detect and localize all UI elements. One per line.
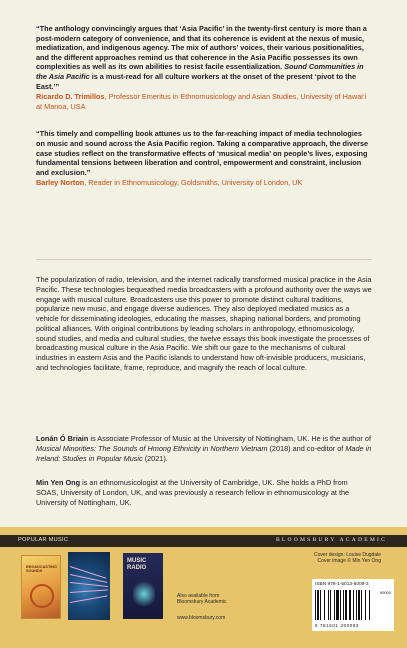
barcode-stripe [369, 590, 370, 620]
barcode-addon-code: 90000 [379, 590, 391, 595]
barcode-digits: 9 781501 360093 [315, 623, 360, 628]
barcode-stripe [358, 590, 360, 620]
endorsements [36, 24, 372, 188]
editor-bio-2-text: is an ethnomusicologist at the University of Cambridge, UK. She holds a PhD from SOAS, University of London, UK, and was previously a research fellow in ethnomusicology at the University of Nottingham, UK. [36, 478, 350, 507]
barcode-stripe [324, 590, 325, 620]
endorser-name-1: Ricardo D. Trimillos [36, 92, 105, 102]
cover-art-glow [133, 579, 155, 609]
barcode-stripe [328, 590, 329, 620]
editor-bio-1-text-2: (2018) and co-editor of [267, 443, 346, 453]
barcode-stripe [353, 590, 354, 620]
barcode-stripe [361, 590, 362, 620]
barcode-stripe [336, 590, 339, 620]
editor-name-2: Min Yen Ong [36, 478, 81, 487]
barcode-block [312, 579, 394, 631]
editor-bio-1-text: is Associate Professor of Music at the University of Nottingham, UK. He is the author of [88, 434, 371, 443]
editor-bio-1 [36, 434, 372, 463]
cover-image-credit: Cover image © Min Yen Ong [317, 558, 381, 564]
cover-art-streak [70, 582, 108, 587]
barcode-stripe [330, 590, 332, 620]
series-banner [0, 535, 407, 547]
barcode-stripe [365, 590, 366, 620]
publisher-name: BLOOMSBURY ACADEMIC [275, 537, 387, 543]
editor-bio-1-text-3: (2021). [142, 453, 168, 463]
endorsement-quote-1 [36, 24, 372, 91]
quote-1-text-end: is a must-read for all culture workers at the onset of the present ‘pivot to the East.’” [36, 71, 357, 91]
endorser-affiliation-2: , Reader in Ethnomusicology, Goldsmiths, University of London, UK [84, 178, 303, 188]
cover-art-ring [30, 584, 54, 608]
cover-art-streak [70, 595, 108, 603]
editor-name-1: Lonán Ó Briain [36, 434, 89, 443]
barcode-stripe [334, 590, 335, 620]
endorsement-attribution-2 [36, 178, 372, 188]
cover-art-streak [70, 589, 108, 593]
quote-1-text: “The anthology convincingly argues that ‘Asia Pacific’ in the twenty-first century is more than a post-modern category of convenience, and that its coherence is evident at the nexus of music, mediatization, and indigenous agency. The mix of authors’ voices, their various positionalities, and the different approaches remind us that coherence in the Asia Pacific possesses its own complexities as well as its own abilities to resist facile essentialization. [36, 24, 367, 72]
barcode-stripe [343, 590, 344, 620]
endorsement-quote-2: “This timely and compelling book attunes us to the far-reaching impact of media technologies on music and sound across the Asia Pacific region. Taking a comparative approach, the diverse case studies reflect on the transformative effects of ‘musical media’ on people’s lives, exposing fundamental tensions between liberation and control, empowerment and constraint, inclusion and exclusion.” [36, 129, 369, 177]
book-description: The popularization of radio, television, and the internet radically transformed musical practice in the Asia Pacific. These technologies bequeathed media broadcasters with a profound authority over the ways we engage with musical culture. Broadcasters use this power to promote distinct cultural traditions, popularize new music, and engage diverse audiences. They also deployed mediated musics as a vehicle for disseminating ideologies, educating the masses, shaping national borders, and promoting political alliances. With original contributions by leading scholars in anthropology, ethnomusicology, sound studies, and media and cultural studies, the twelve essays this book investigate the processes of broadcasting musical culture in the Asia Pacific. We shift our gaze to the mechanisms of cultural industries in eastern Asia and the Pacific islands to understand how oft-invisible producers, musicians, and technologies facilitate, frame, reproduce, and magnify the reach of local culture. [36, 275, 372, 372]
cover-credits [314, 552, 381, 564]
related-book-cover-1 [21, 555, 61, 619]
editor-book-2: Made in Ireland: Studies in Popular Music [36, 443, 372, 463]
related-book-cover-2 [68, 552, 110, 620]
publisher-website: www.bloomsbury.com [177, 615, 226, 621]
related-book-3-title: MUSIC RADIO [127, 558, 147, 571]
quote-1-book-title: Sound Communities in the Asia Pacific [36, 62, 364, 81]
barcode-stripe [320, 590, 321, 620]
isbn-number: ISBN 978-1-5013-6009-3 [315, 582, 369, 587]
editor-book-1: Musical Minorities: The Sounds of Hmong Ethnicity in Northern Vietnam [36, 443, 268, 453]
also-available-text: Also available from Bloomsbury Academic [177, 593, 227, 606]
endorsement-attribution-1 [36, 92, 372, 111]
barcode-stripe [345, 590, 347, 620]
endorser-name-2: Barley Norton [36, 178, 85, 188]
related-book-1-title: BROADCASTING SOUNDS [26, 565, 58, 574]
cover-art-streak [70, 566, 106, 579]
barcode-stripe [317, 590, 319, 620]
barcode-stripe [356, 590, 357, 620]
barcode-stripe [340, 590, 341, 620]
endorser-affiliation-1: , Professor Emeritus in Ethnomusicology and Asian Studies, University of Hawai‘i at Manoa, USA [36, 92, 367, 111]
series-name: POPULAR MUSIC [18, 537, 69, 543]
barcode-stripe [315, 590, 316, 620]
related-book-cover-3 [123, 553, 163, 619]
divider [36, 259, 372, 260]
barcode-icon [315, 590, 391, 624]
cover-design-credit: Cover design: Louise Dugdale [314, 552, 381, 558]
editor-bio-2 [36, 478, 372, 507]
barcode-stripe [349, 590, 352, 620]
